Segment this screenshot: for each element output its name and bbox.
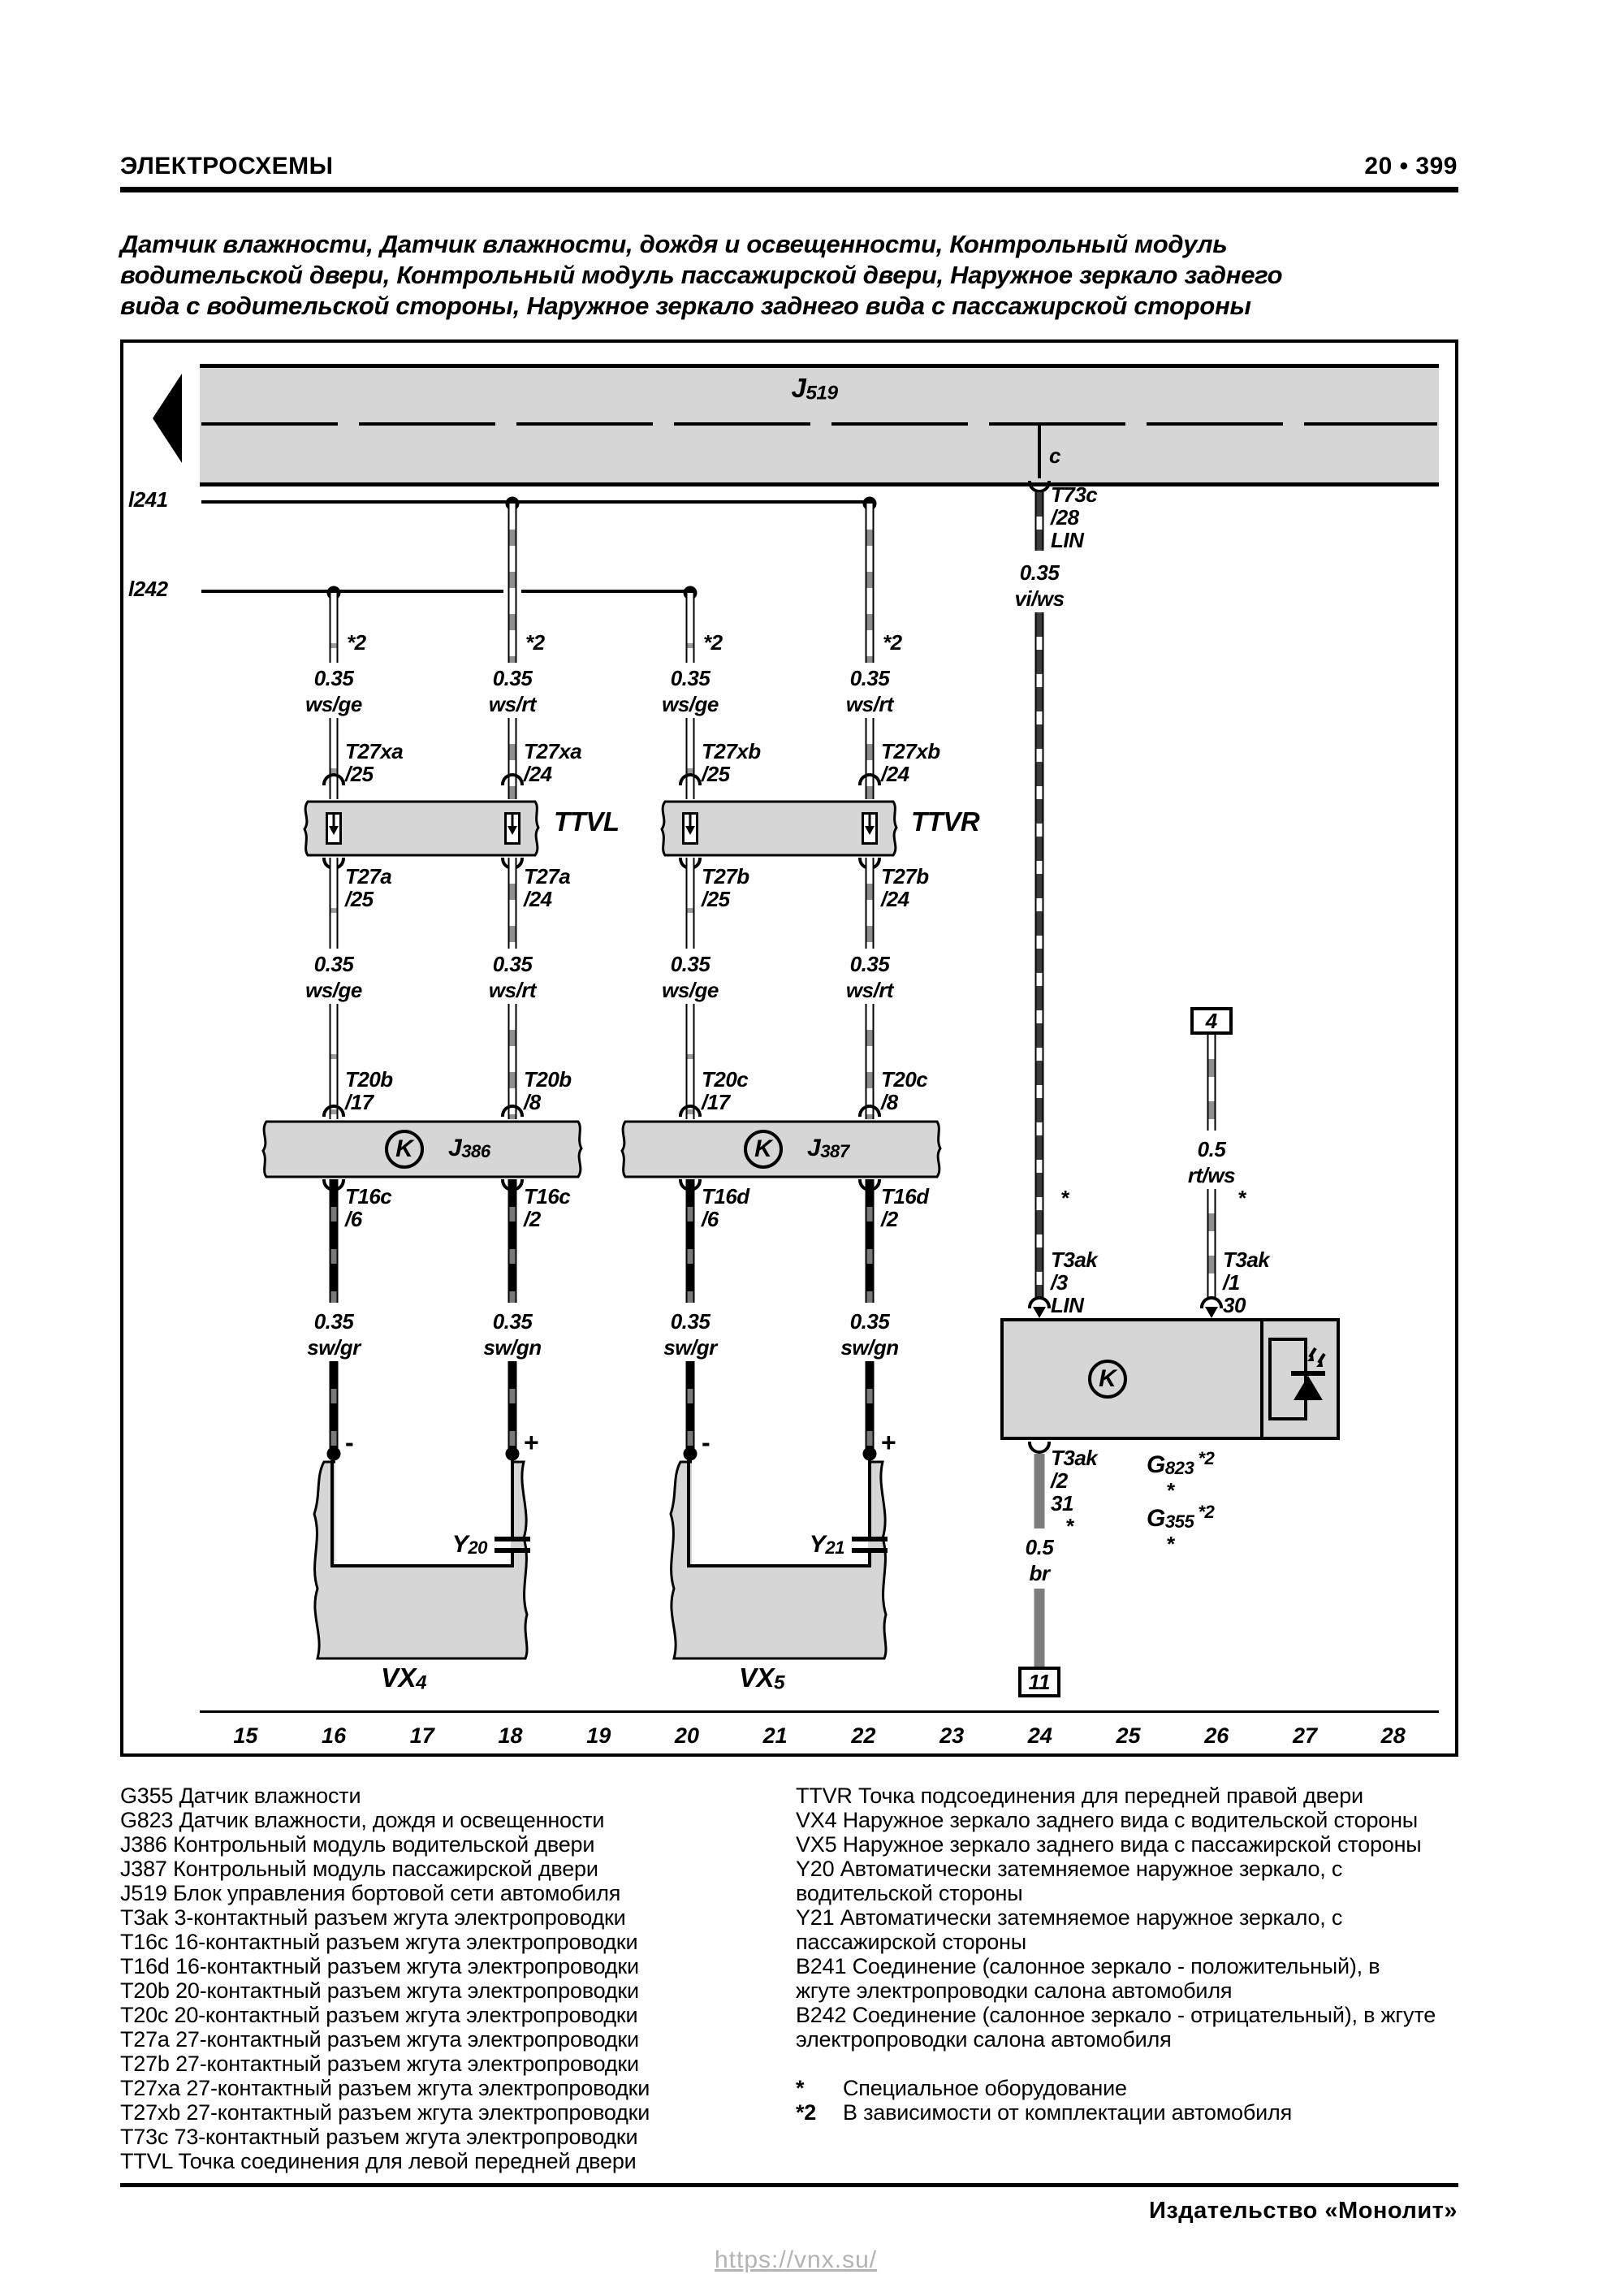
wire-sw-gr [686,1179,695,1303]
legend-code: T27a [120,2027,170,2052]
legend-code: T27b [120,2052,170,2076]
element-label-number: 21 [825,1537,844,1559]
connector-label: T27b [702,864,749,889]
legend-left-column [120,1784,770,2173]
legend-text: Точка подсоединения для передней правой двери [858,1784,1363,1808]
pass-through-contact-icon [504,812,520,845]
track-number: 22 [851,1723,876,1748]
legend-code: VX4 [796,1808,837,1832]
pass-through-contact-icon [326,812,342,845]
legend-code: T20b [120,1978,170,2003]
element-label-y21 [731,1533,844,1559]
component-label-number: 4 [415,1671,427,1694]
wire-gauge: 0.35 [492,1309,533,1334]
wire-gauge: 0.35 [492,952,533,976]
connector-pin: /24 [881,887,909,911]
track-number-row [201,1723,1437,1749]
track-number: 25 [1116,1723,1141,1748]
wire-colour: ws/rt [845,978,894,1002]
legend-item [120,1784,770,1808]
legend-text: 20-контактный разъем жгута электропроводки [174,2003,638,2027]
terminal-dot [506,1447,520,1461]
wire-sw-gr [330,1361,339,1454]
module-label-j386 [448,1137,490,1162]
legend-item [120,1930,770,1954]
wire-vi-ws [1035,492,1044,551]
wire-gauge: 0.35 [313,666,354,690]
legend-code: T27xa [120,2076,181,2100]
polarity-minus: - [345,1428,354,1457]
legend-item [796,1954,1437,2003]
connector-pin: /6 [345,1207,362,1231]
legend-item [796,1832,1437,1857]
legend-code: Y21 [796,1905,835,1930]
k-symbol-icon: K [1088,1360,1127,1399]
legend-item [796,1808,1437,1832]
watermark-link[interactable]: https://vnx.su/ [715,2246,878,2273]
ground-point-11: 11 [1018,1667,1060,1697]
mirror-circuit-line [687,1460,690,1567]
terminal-dot [684,1447,698,1461]
electrochromic-element-plate [852,1548,888,1553]
bus-midline [201,422,1437,426]
connector-pin: /24 [524,762,552,786]
component-label-g355 [1147,1501,1214,1533]
terminal-dot [863,1447,877,1461]
component-label-prefix: G [1147,1504,1165,1532]
legend-item [120,2052,770,2076]
legend-code: J519 [120,1881,167,1905]
wire-sw-gr [330,1179,339,1303]
pin-arrow-icon [1205,1307,1218,1318]
track-baseline [200,1710,1439,1713]
terminal-dot [327,1447,341,1461]
legend-item [120,2149,770,2173]
connector-label: T27a [345,864,392,889]
legend-item [120,2100,770,2125]
module-label-number: 386 [461,1141,490,1162]
legend-item [796,2003,1437,2052]
legend-code: T73c [120,2125,169,2149]
wire-gauge: 0.35 [849,1309,890,1334]
option-mark: * [1166,1478,1174,1503]
k-symbol-icon: K [385,1130,424,1169]
legend-code: B242 [796,2003,847,2027]
legend-text: Контрольный модуль пассажирской двери [173,1857,598,1881]
track-number: 16 [322,1723,347,1748]
connector-pin: /25 [702,887,730,911]
bus-label-prefix: J [791,373,806,403]
component-label-prefix: G [1147,1451,1165,1478]
wire-br [1034,1589,1045,1667]
wire-ws-ge [686,593,695,663]
module-label-number: 387 [820,1141,849,1162]
mirror-circuit-line [330,1460,334,1567]
legend-text: 27-контактный разъем жгута электропроводки [186,2076,650,2100]
wire-gauge: 0.5 [1025,1535,1054,1559]
note-mark: * [796,2076,805,2100]
connector-pin: /25 [345,887,374,911]
rail-242-line-a [201,590,503,593]
legend-item [120,2125,770,2149]
wire-ws-rt [866,1004,875,1119]
diagram-title-line-3: вида с водительской стороны, Наружное зеркало заднего вида с пассажирской стороны [120,292,1251,320]
note-item [796,2100,1437,2125]
legend-right-column [796,1784,1437,2125]
option-mark: * [1166,1532,1174,1556]
component-label-vx5 [738,1663,785,1694]
legend-text: Контрольный модуль водительской двери [173,1832,595,1857]
legend-item [120,2076,770,2100]
legend-code: T20c [120,2003,169,2027]
electrochromic-element-plate [495,1548,530,1553]
wire-sw-gr [686,1361,695,1454]
ttvl-label: TTVL [554,806,620,837]
connector-bus-name: LIN [1051,1293,1084,1317]
wire-ws-rt [508,504,517,663]
connector-label: T3ak [1051,1446,1098,1470]
wire-ws-ge [330,718,339,799]
mirror-circuit-line [687,1564,871,1567]
track-number: 28 [1380,1723,1406,1748]
wire-ws-rt [866,858,875,949]
polarity-plus: + [524,1428,539,1457]
legend-code: T16d [120,1954,170,1978]
module-label-j387 [807,1137,849,1162]
wire-vi-ws [1035,612,1044,1299]
bus-label-j519 [791,373,838,404]
option-mark: *2 [1198,1502,1215,1522]
connector-label: T16d [702,1184,749,1209]
connector-label: T20b [524,1067,572,1092]
legend-code: G823 [120,1808,174,1832]
legend-text: 73-контактный разъем жгута электропроводки [174,2125,638,2149]
option-mark: *2 [1198,1448,1215,1468]
legend-text: Точка соединения для левой передней двери [178,2149,637,2173]
wire-colour: ws/ge [305,978,362,1002]
connector-pin: /1 [1223,1270,1240,1295]
publisher: Издательство «Монолит» [1148,2198,1458,2224]
wire-br [1034,1454,1045,1529]
element-label-prefix: Y [451,1531,469,1558]
connector-pin: /28 [1051,505,1079,530]
track-number: 23 [939,1723,965,1748]
legend-item [796,1784,1437,1808]
connector-label: T27xa [345,739,404,763]
component-label-number: 355 [1164,1511,1194,1533]
track-number: 15 [233,1723,258,1748]
connector-label: T16c [524,1184,571,1209]
legend-text: Датчик влажности, дождя и освещенности [179,1808,605,1832]
wire-ws-ge [330,858,339,949]
option-mark: * [1237,1186,1246,1210]
wire-ws-rt [508,858,517,949]
connector-pin: /2 [881,1207,898,1231]
wire-colour: ws/rt [845,692,894,716]
legend-text: Соединение (салонное зеркало - положительный), в жгуте электропроводки салона автомобиля [796,1954,1380,2003]
rail-241-line [201,500,871,504]
terminal-box-4: 4 [1190,1007,1233,1035]
component-label-number: 823 [1164,1458,1194,1479]
header-rule [120,187,1458,192]
diagram-title-line-1: Датчик влажности, Датчик влажности, дождя и освещенности, Контрольный модуль [120,230,1228,258]
wire-gauge: 0.35 [670,952,710,976]
component-label-prefix: VX [738,1663,774,1693]
legend-item [120,1978,770,2003]
legend-code: J387 [120,1857,167,1881]
wire-gauge: 0.35 [313,952,354,976]
wire-colour: ws/ge [305,692,362,716]
connector-pin: /2 [1051,1468,1068,1493]
connector-label: T3ak [1051,1247,1098,1272]
page-section-title: ЭЛЕКТРОСХЕМЫ [120,153,334,179]
wire-ws-rt [866,718,875,799]
wire-ws-rt [508,718,517,799]
component-label-number: 5 [773,1671,785,1694]
track-number: 27 [1292,1723,1317,1748]
legend-item [796,1905,1437,1954]
connector-label: T27b [881,864,929,889]
note-item [796,2076,1437,2100]
legend-text: 27-контактный разъем жгута электропроводки [175,2052,639,2076]
legend-item [120,1832,770,1857]
track-number: 19 [586,1723,611,1748]
mirror-circuit-line [868,1553,871,1567]
element-label-prefix: Y [809,1531,826,1558]
rail-242-line-b [521,590,692,593]
connector-label: T73c [1051,482,1098,507]
wire-sw-gn [508,1361,517,1454]
wire-sw-gn [866,1361,875,1454]
track-number: 17 [409,1723,434,1748]
wire-ws-ge [330,593,339,663]
connector-label: T27xb [881,739,940,763]
option-mark: *2 [703,630,723,655]
wire-ws-ge [686,1004,695,1119]
legend-item [120,2027,770,2052]
wire-gauge: 0.35 [670,666,710,690]
wire-gauge: 0.35 [1019,560,1060,585]
k-symbol-icon: K [744,1130,783,1169]
option-mark: *2 [525,630,545,655]
wire-gauge: 0.35 [849,666,890,690]
connector-pin: /25 [702,762,730,786]
wire-ws-ge [686,718,695,799]
pass-through-contact-icon [862,812,878,845]
terminal-30: 30 [1223,1293,1246,1317]
legend-code: T3ak [120,1905,169,1930]
connector-pin: /8 [881,1090,898,1114]
legend-code: TTVL [120,2149,173,2173]
legend-text: 16-контактный разъем жгута электропроводки [175,1954,639,1978]
option-mark: *2 [347,630,366,655]
wire-colour: sw/gn [840,1335,899,1360]
track-number: 21 [762,1723,788,1748]
connector-pin: /6 [702,1207,719,1231]
wire-gauge: 0.35 [849,952,890,976]
track-number: 20 [674,1723,699,1748]
mirror-circuit-line [511,1460,514,1538]
option-mark: *2 [883,630,902,655]
connector-pin: /25 [345,762,374,786]
mirror-circuit-line [511,1553,514,1567]
legend-text: Автоматически затемняемое наружное зеркало, с водительской стороны [796,1857,1343,1905]
connector-pin: /8 [524,1090,541,1114]
connector-bus-name: LIN [1051,528,1084,552]
wire-gauge: 0.5 [1197,1137,1226,1161]
wire-colour: sw/gn [483,1335,542,1360]
legend-item [120,1881,770,1905]
connector-label: T16c [345,1184,392,1209]
continuation-arrow-icon [153,374,182,463]
legend-item [120,2003,770,2027]
connector-label: T27a [524,864,571,889]
legend-text: Датчик влажности [179,1784,361,1808]
wire-ws-ge [330,1004,339,1119]
connector-label: T16d [881,1184,929,1209]
wire-ws-ge [686,858,695,949]
wire-colour: rt/ws [1187,1163,1236,1187]
pin-arrow-icon [1033,1307,1046,1318]
connector-pin: /24 [881,762,909,786]
sensor-box-body [1000,1318,1263,1440]
rail-241-label: l241 [128,487,168,512]
legend-code: B241 [796,1954,847,1978]
legend-text: 16-контактный разъем жгута электропроводки [174,1930,638,1954]
footer-rule [120,2183,1458,2187]
rail-242-label: l242 [128,577,168,601]
legend-code: G355 [120,1784,174,1808]
connector-label: T27xa [524,739,582,763]
electrochromic-element-plate [495,1537,530,1541]
bus-pin-c-line [1038,426,1041,478]
legend-text: Наружное зеркало заднего вида с пассажирской стороны [842,1832,1422,1857]
ttvr-label: TTVR [911,806,980,837]
connector-label: T27xb [702,739,761,763]
legend-text: Блок управления бортовой сети автомобиля [173,1881,621,1905]
element-label-number: 20 [468,1537,487,1559]
connector-pin: /2 [524,1207,541,1231]
legend-text: 20-контактный разъем жгута электропроводки [175,1978,639,2003]
wire-sw-gn [508,1179,517,1303]
legend-text: 3-контактный разъем жгута электропроводки [174,1905,626,1930]
connector-pin: /17 [702,1090,730,1114]
photodiode-icon [1280,1342,1332,1416]
note-text: В зависимости от комплектации автомобиля [843,2100,1292,2125]
terminal-31: 31 [1051,1491,1073,1516]
legend-code: T27xb [120,2100,181,2125]
option-mark: * [1065,1514,1073,1538]
legend-text: Соединение (салонное зеркало - отрицательный), в жгуте электропроводки салона автомобиля [796,2003,1436,2052]
wire-sw-gn [866,1179,875,1303]
legend-text: 27-контактный разъем жгута электропроводки [186,2100,650,2125]
legend-item [796,1857,1437,1905]
wire-rt-ws [1207,1035,1216,1131]
legend-code: TTVR [796,1784,853,1808]
legend-text: Наружное зеркало заднего вида с водительской стороны [842,1808,1418,1832]
bus-label-number: 519 [806,382,838,404]
legend-code: Y20 [796,1857,835,1881]
note-mark: *2 [796,2100,817,2125]
wire-colour: sw/gr [307,1335,361,1360]
legend-code: VX5 [796,1832,837,1857]
component-label-prefix: VX [380,1663,416,1693]
legend-code: T16c [120,1930,169,1954]
legend-code: J386 [120,1832,167,1857]
diagram-title-line-2: водительской двери, Контрольный модуль пассажирской двери, Наружное зеркало заднего [120,261,1283,289]
module-label-prefix: J [807,1135,821,1161]
wire-ws-rt [508,1004,517,1119]
wire-colour: ws/ge [662,692,719,716]
wire-gauge: 0.35 [492,666,533,690]
bus-pin-c-label: c [1049,443,1060,468]
connector-label: T20b [345,1067,393,1092]
pass-through-contact-icon [682,812,698,845]
wire-ws-rt [866,504,875,663]
legend-item [120,1954,770,1978]
connector-label: T20c [881,1067,928,1092]
connector-label: T20c [702,1067,749,1092]
page-number: 20 • 399 [1364,153,1458,179]
wire-colour: sw/gr [663,1335,717,1360]
wire-colour: ws/ge [662,978,719,1002]
element-label-y20 [374,1533,487,1559]
wire-colour: vi/ws [1014,586,1065,611]
polarity-minus: - [702,1428,710,1457]
wire-gauge: 0.35 [670,1309,710,1334]
connector-pin: /24 [524,887,552,911]
legend-item [120,1808,770,1832]
connector-label: T3ak [1223,1247,1270,1272]
mirror-circuit-line [330,1564,514,1567]
module-label-prefix: J [448,1135,462,1161]
connector-pin: /17 [345,1090,374,1114]
wire-colour: br [1029,1561,1050,1585]
wire-rt-ws [1207,1189,1216,1299]
component-label-vx4 [380,1663,427,1694]
mirror-circuit-line [868,1460,871,1538]
connector-pin: /3 [1051,1270,1068,1295]
track-number: 26 [1204,1723,1229,1748]
wire-colour: ws/rt [488,692,537,716]
legend-text: Автоматически затемняемое наружное зеркало, с пассажирской стороны [796,1905,1343,1954]
legend-text: 27-контактный разъем жгута электропроводки [175,2027,639,2052]
wire-colour: ws/rt [488,978,537,1002]
legend-item [120,1905,770,1930]
track-number: 24 [1027,1723,1052,1748]
polarity-plus: + [881,1428,896,1457]
component-label-g823 [1147,1447,1214,1479]
track-number: 18 [498,1723,523,1748]
legend-item [120,1857,770,1881]
note-text: Специальное оборудование [843,2076,1127,2100]
electrochromic-element-plate [852,1537,888,1541]
wire-gauge: 0.35 [313,1309,354,1334]
option-mark: * [1060,1186,1069,1210]
